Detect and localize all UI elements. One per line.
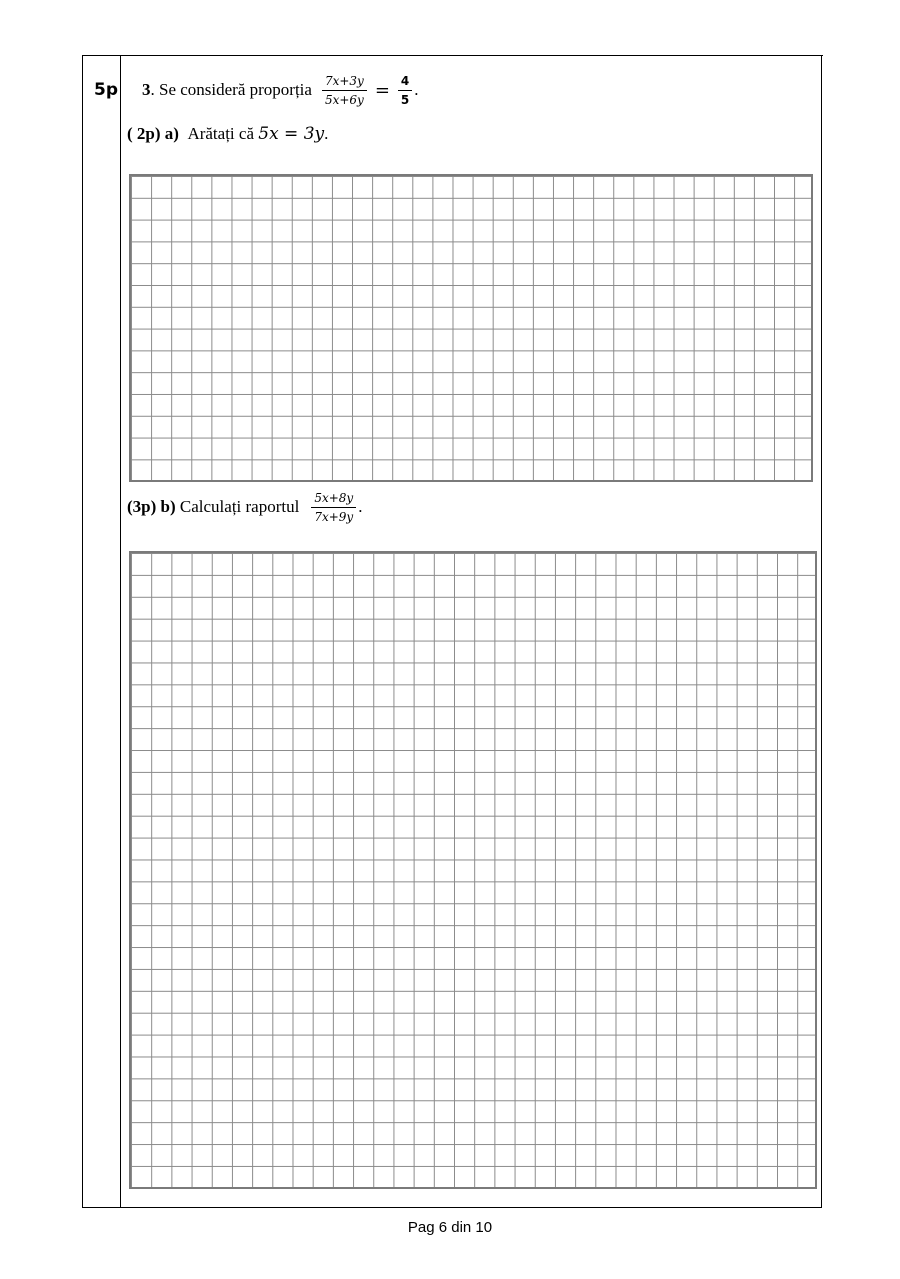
part-b-text: Calculați raportul [179,497,300,516]
problem-points: 5p [94,80,118,100]
part-a-question [127,123,328,145]
part-a-label: a) [164,124,179,143]
part-b-end: . [358,497,363,516]
points-column-divider [120,56,121,1208]
part-a-points: ( 2p) [127,124,161,143]
answer-grid-b[interactable] [129,551,817,1189]
result-numerator: 4 [398,74,412,91]
problem-number: 3 [142,80,151,99]
part-b-points: (3p) [127,497,157,516]
result-fraction [398,74,412,107]
part-b-question [127,486,362,528]
ratio-fraction [311,491,356,524]
result-denominator: 5 [400,92,410,107]
fraction-numerator: 7x+3y [322,74,367,91]
problem-intro: . Se consideră proporția [150,80,312,99]
part-a-text: Arătați că [187,124,254,143]
part-b-label: b) [160,497,176,516]
answer-grid-a[interactable] [129,174,813,482]
fraction-denominator: 5x+6y [324,92,364,107]
equals-sign: = [374,79,390,101]
ratio-denominator: 7x+9y [314,509,354,524]
page-number: Pag 6 din 10 [407,1219,493,1236]
problem-statement [142,70,419,110]
statement-end: . [414,80,419,99]
part-a-math: 5x = 3y [258,124,325,144]
part-a-end: . [324,124,329,143]
ratio-numerator: 5x+8y [311,491,356,508]
proportion-fraction [322,74,367,107]
